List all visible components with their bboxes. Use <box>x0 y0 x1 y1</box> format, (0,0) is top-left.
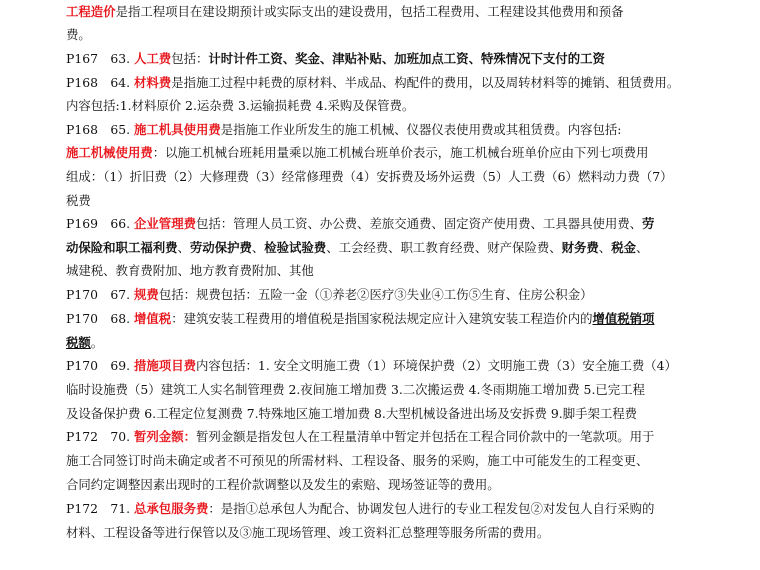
text-segment: ：是指①总承包人为配合、协调发包人进行的专业工程发包②对发包人自行采购的 <box>208 501 655 516</box>
text-segment: 是指工程项目在建设期预计或实际支出的建设费用，包括工程费用、工程建设其他费用和预备 <box>115 4 624 19</box>
text-segment: 临时设施费（5）建筑工人实名制管理费 2.夜间施工增加费 3.二次搬运费 4.冬雨期施工增加费 5.已完工程 <box>66 382 645 397</box>
text-line <box>66 122 716 138</box>
text-segment: ：建筑安装工程费用的增值税是指国家税法规定应计入建筑安装工程造价内的 <box>171 311 593 326</box>
term-heading: 人工费 <box>134 51 172 66</box>
text-line <box>66 358 716 374</box>
text-segment: 、工会经费、职工教育经费、财产保险费、 <box>326 240 562 255</box>
text-segment: P172 70. <box>66 429 135 444</box>
text-segment: 税费 <box>66 193 91 208</box>
text-segment: 城建税、教育费附加、地方教育费附加、其他 <box>66 263 314 278</box>
text-segment: 、 <box>177 240 190 255</box>
text-segment: 施工合同签订时尚未确定或者不可预见的所需材料、工程设备、服务的采购，施工中可能发生的工程变更、 <box>66 453 649 468</box>
text-segment: ：以施工机械台班耗用量乘以施工机械台班单价表示，施工机械台班单价应由下列七项费用 <box>152 145 649 160</box>
text-segment: 内容包括：1. 安全文明施工费（1）环境保护费（2）文明施工费（3）安全施工费（4） <box>195 358 677 373</box>
text-segment: 包括： <box>171 51 209 66</box>
text-segment: 包括：规费包括：五险一金（①养老②医疗③失业④工伤⑤生育、住房公积金） <box>158 287 593 302</box>
text-line <box>66 98 716 114</box>
term-heading: 增值税 <box>134 311 172 326</box>
text-segment: 暂列金额是指发包人在工程量清单中暂定并包括在工程合同价款中的一笔款项。用于 <box>195 429 655 444</box>
text-segment: 、 <box>598 240 612 255</box>
emphasis-text: 税金 <box>611 240 636 255</box>
text-line <box>66 311 716 327</box>
term-heading: 暂列金额： <box>134 429 196 444</box>
term-heading: 施工机械使用费 <box>66 145 153 160</box>
text-line <box>66 27 716 43</box>
term-heading: 总承包服务费 <box>134 501 209 516</box>
emphasis-text: 动保险和职工福利费 <box>66 240 178 255</box>
text-segment: 及设备保护费 6.工程定位复测费 7.特殊地区施工增加费 8.大型机械设备进出场及安拆费 9.脚手架工程费 <box>66 406 638 421</box>
text-segment: P168 64. <box>66 75 135 90</box>
text-line <box>66 335 716 351</box>
emphasis-text: 财务费 <box>561 240 599 255</box>
text-line <box>66 145 716 161</box>
text-line <box>66 429 716 445</box>
term-heading: 工程造价 <box>66 4 116 19</box>
text-segment: 是指施工作业所发生的施工机械、仪器仪表使用费或其租赁费。内容包括: <box>220 122 622 137</box>
text-segment: 合同约定调整因素出现时的工程价款调整以及发生的索赔、现场签证等的费用。 <box>66 477 500 492</box>
term-heading: 措施项目费 <box>134 358 196 373</box>
emphasis-text: 税额 <box>66 335 91 350</box>
text-line <box>66 193 716 209</box>
text-line <box>66 263 716 279</box>
text-segment: 内容包括:1.材料原价 2.运杂费 3.运输损耗费 4.采购及保管费。 <box>66 98 415 113</box>
text-segment: P170 69. <box>66 358 135 373</box>
text-segment: 。 <box>90 335 104 350</box>
text-line <box>66 4 716 20</box>
term-heading: 施工机具使用费 <box>134 122 221 137</box>
text-segment: P167 63. <box>66 51 135 66</box>
text-line <box>66 169 716 185</box>
text-line <box>66 240 716 256</box>
text-line <box>66 287 716 303</box>
text-line <box>66 51 716 67</box>
term-heading: 材料费 <box>134 75 172 90</box>
text-segment: P168 65. <box>66 122 135 137</box>
term-heading: 规费 <box>134 287 159 302</box>
text-segment: 费。 <box>66 27 91 42</box>
emphasis-text: 劳 <box>642 216 655 231</box>
emphasis-text: 检验试验费 <box>264 240 327 255</box>
text-line <box>66 406 716 422</box>
text-segment: P172 71. <box>66 501 135 516</box>
text-line <box>66 216 716 232</box>
text-line <box>66 453 716 469</box>
text-segment: 组成：（1）折旧费（2）大修理费（3）经常修理费（4）安拆费及场外运费（5）人工费（6）燃料动力费（7） <box>66 169 673 184</box>
text-line <box>66 501 716 517</box>
text-segment: P170 68. <box>66 311 135 326</box>
text-segment: 材料、工程设备等进行保管以及③施工现场管理、竣工资料汇总整理等服务所需的费用。 <box>66 525 550 540</box>
text-line <box>66 382 716 398</box>
emphasis-text: 计时计件工资、奖金、津贴补贴、加班加点工资、特殊情况下支付的工资 <box>208 51 605 66</box>
term-heading: 企业管理费 <box>134 216 196 231</box>
emphasis-text: 劳动保护费 <box>189 240 252 255</box>
text-line <box>66 525 716 541</box>
text-segment: 包括：管理人员工资、办公费、差旅交通费、固定资产使用费、工具器具使用费、 <box>195 216 643 231</box>
text-line <box>66 477 716 493</box>
text-segment: 是指施工过程中耗费的原材料、半成品、构配件的费用，以及周转材料等的摊销、租赁费用。 <box>171 75 680 90</box>
text-segment: P169 66. <box>66 216 135 231</box>
text-segment: 、 <box>251 240 265 255</box>
text-segment: P170 67. <box>66 287 135 302</box>
text-line <box>66 75 716 91</box>
text-segment: 、 <box>635 240 649 255</box>
emphasis-text: 增值税销项 <box>592 311 655 326</box>
